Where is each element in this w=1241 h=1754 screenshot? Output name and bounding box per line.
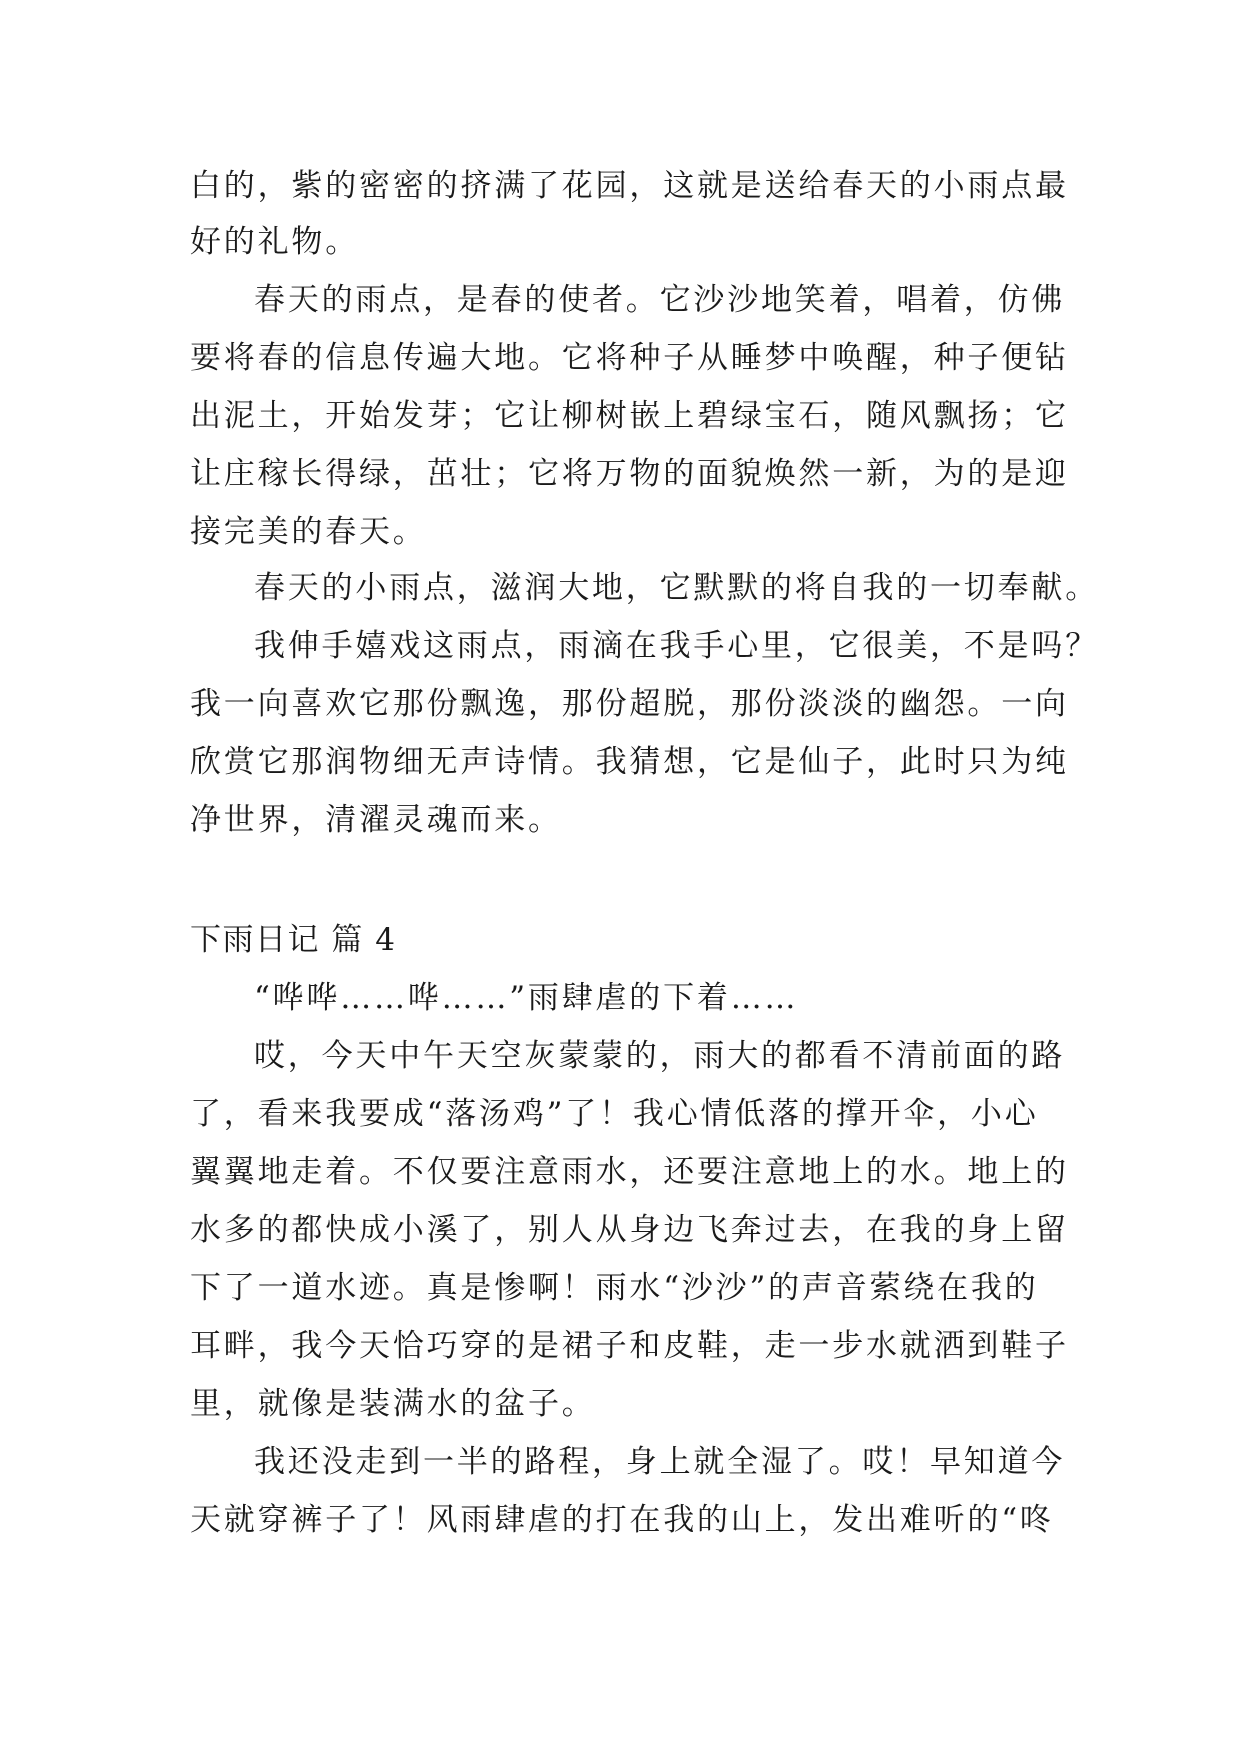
text-line: 欣赏它那润物细无声诗情。我猜想，它是仙子，此时只为纯 [190,744,1069,780]
text-line: 耳畔，我今天恰巧穿的是裙子和皮鞋，走一步水就洒到鞋子 [190,1328,1069,1364]
text-line: 接完美的春天。 [190,514,427,550]
text-line: 净世界，清濯灵魂而来。 [190,802,562,838]
paragraph-start-line: “哗哗……哗……”雨肆虐的下着…… [254,980,799,1016]
paragraph-start-line: 我伸手嬉戏这雨点，雨滴在我手心里，它很美，不是吗？ [254,628,1099,664]
text-line: 了，看来我要成“落汤鸡”了！我心情低落的撑开伞，小心 [190,1096,1039,1132]
text-line: 要将春的信息传遍大地。它将种子从睡梦中唤醒，种子便钻 [190,340,1069,376]
text-line: 白的，紫的密密的挤满了花园，这就是送给春天的小雨点最 [190,168,1069,204]
text-line: 天就穿裤子了！风雨肆虐的打在我的山上，发出难听的“咚 [190,1502,1054,1538]
text-line: 好的礼物。 [190,224,359,260]
paragraph-start-line: 春天的小雨点，滋润大地，它默默的将自我的一切奉献。 [254,570,1099,606]
text-line: 让庄稼长得绿，茁壮；它将万物的面貌焕然一新，为的是迎 [190,456,1069,492]
section-heading: 下雨日记 篇 4 [190,922,397,958]
text-line: 翼翼地走着。不仅要注意雨水，还要注意地上的水。地上的 [190,1154,1069,1190]
text-line: 出泥土，开始发芽；它让柳树嵌上碧绿宝石，随风飘扬；它 [190,398,1069,434]
paragraph-start-line: 春天的雨点，是春的使者。它沙沙地笑着，唱着，仿佛 [254,282,1066,318]
text-line: 我一向喜欢它那份飘逸，那份超脱，那份淡淡的幽怨。一向 [190,686,1069,722]
text-line: 下了一道水迹。真是惨啊！雨水“沙沙”的声音萦绕在我的 [190,1270,1039,1306]
paragraph-start-line: 我还没走到一半的路程，身上就全湿了。哎！早知道今 [254,1444,1066,1480]
text-line: 水多的都快成小溪了，别人从身边飞奔过去，在我的身上留 [190,1212,1069,1248]
paragraph-start-line: 哎，今天中午天空灰蒙蒙的，雨大的都看不清前面的路 [254,1038,1066,1074]
text-line: 里，就像是装满水的盆子。 [190,1386,596,1422]
